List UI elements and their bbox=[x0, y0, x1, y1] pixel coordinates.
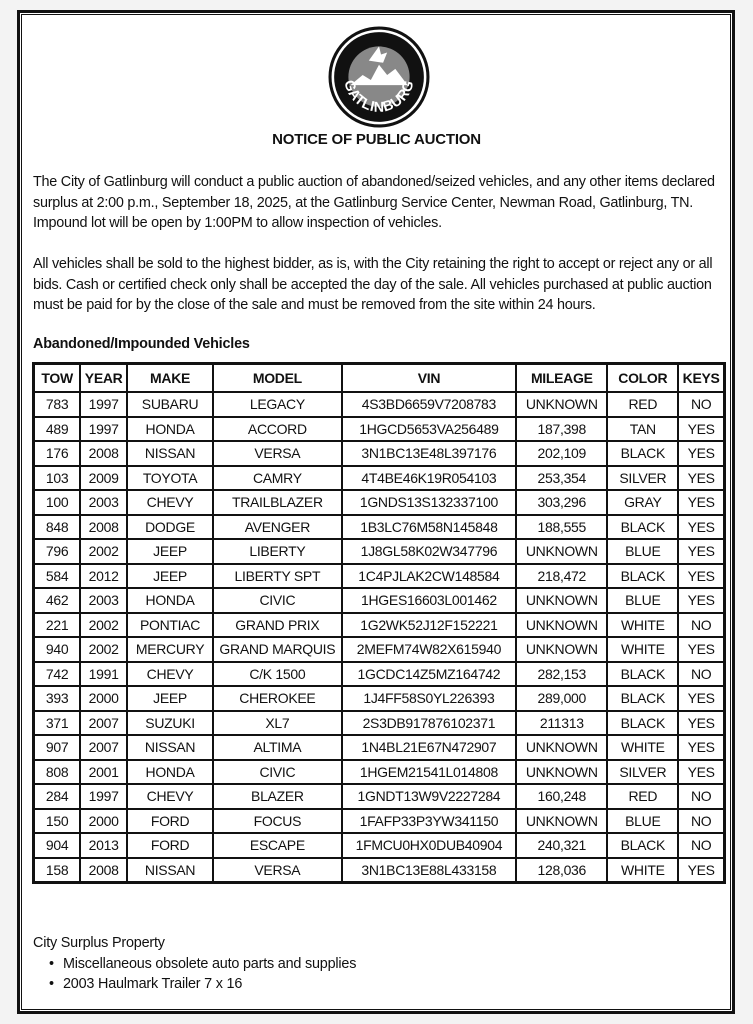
cell-tow: 176 bbox=[34, 441, 81, 466]
cell-vin: 2S3DB917876102371 bbox=[342, 711, 517, 736]
cell-mileage: UNKNOWN bbox=[516, 809, 607, 834]
cell-vin: 1B3LC76M58N145848 bbox=[342, 515, 517, 540]
cell-model: CAMRY bbox=[213, 466, 341, 491]
cell-mileage: UNKNOWN bbox=[516, 637, 607, 662]
cell-model: C/K 1500 bbox=[213, 662, 341, 687]
cell-vin: 4T4BE46K19R054103 bbox=[342, 466, 517, 491]
logo-wordmark: GATLINBURG bbox=[340, 78, 418, 116]
cell-mileage: 187,398 bbox=[516, 417, 607, 442]
cell-color: BLACK bbox=[607, 515, 678, 540]
cell-vin: 1FAFP33P3YW341150 bbox=[342, 809, 517, 834]
surplus-item-label: Miscellaneous obsolete auto parts and supplies bbox=[63, 955, 357, 972]
cell-year: 2003 bbox=[80, 588, 127, 613]
cell-keys: YES bbox=[678, 588, 724, 613]
table-row bbox=[34, 858, 725, 883]
cell-vin: 1HGEM21541L014808 bbox=[342, 760, 517, 785]
cell-year: 2003 bbox=[80, 490, 127, 515]
cell-make: FORD bbox=[127, 809, 213, 834]
cell-make: NISSAN bbox=[127, 858, 213, 883]
cell-year: 2009 bbox=[80, 466, 127, 491]
cell-color: BLACK bbox=[607, 662, 678, 687]
cell-vin: 3N1BC13E88L433158 bbox=[342, 858, 517, 883]
table-row bbox=[34, 784, 725, 809]
cell-mileage: 218,472 bbox=[516, 564, 607, 589]
table-row bbox=[34, 441, 725, 466]
table-row bbox=[34, 588, 725, 613]
cell-color: WHITE bbox=[607, 637, 678, 662]
cell-model: AVENGER bbox=[213, 515, 341, 540]
cell-year: 2007 bbox=[80, 735, 127, 760]
cell-vin: 2MEFM74W82X615940 bbox=[342, 637, 517, 662]
column-header-color: COLOR bbox=[607, 364, 678, 393]
cell-make: JEEP bbox=[127, 686, 213, 711]
cell-year: 2000 bbox=[80, 809, 127, 834]
cell-model: TRAILBLAZER bbox=[213, 490, 341, 515]
cell-tow: 462 bbox=[34, 588, 81, 613]
table-row bbox=[34, 392, 725, 417]
cell-color: WHITE bbox=[607, 735, 678, 760]
cell-year: 1997 bbox=[80, 392, 127, 417]
table-row bbox=[34, 686, 725, 711]
cell-tow: 848 bbox=[34, 515, 81, 540]
cell-color: BLACK bbox=[607, 564, 678, 589]
cell-make: JEEP bbox=[127, 539, 213, 564]
cell-vin: 4S3BD6659V7208783 bbox=[342, 392, 517, 417]
cell-model: GRAND MARQUIS bbox=[213, 637, 341, 662]
cell-mileage: UNKNOWN bbox=[516, 588, 607, 613]
cell-color: RED bbox=[607, 392, 678, 417]
cell-model: CHEROKEE bbox=[213, 686, 341, 711]
cell-color: WHITE bbox=[607, 858, 678, 883]
table-row bbox=[34, 662, 725, 687]
cell-mileage: 188,555 bbox=[516, 515, 607, 540]
cell-model: LIBERTY SPT bbox=[213, 564, 341, 589]
cell-tow: 158 bbox=[34, 858, 81, 883]
cell-color: TAN bbox=[607, 417, 678, 442]
notice-title: NOTICE OF PUBLIC AUCTION bbox=[272, 131, 481, 148]
cell-keys: YES bbox=[678, 858, 724, 883]
cell-mileage: 211313 bbox=[516, 711, 607, 736]
cell-mileage: 240,321 bbox=[516, 833, 607, 858]
cell-year: 2012 bbox=[80, 564, 127, 589]
cell-model: GRAND PRIX bbox=[213, 613, 341, 638]
cell-keys: YES bbox=[678, 490, 724, 515]
cell-tow: 783 bbox=[34, 392, 81, 417]
table-row bbox=[34, 809, 725, 834]
cell-tow: 940 bbox=[34, 637, 81, 662]
cell-keys: YES bbox=[678, 564, 724, 589]
cell-model: LEGACY bbox=[213, 392, 341, 417]
cell-tow: 371 bbox=[34, 711, 81, 736]
cell-tow: 489 bbox=[34, 417, 81, 442]
table-row bbox=[34, 760, 725, 785]
cell-make: TOYOTA bbox=[127, 466, 213, 491]
cell-year: 1997 bbox=[80, 417, 127, 442]
cell-model: FOCUS bbox=[213, 809, 341, 834]
cell-make: PONTIAC bbox=[127, 613, 213, 638]
cell-mileage: 289,000 bbox=[516, 686, 607, 711]
surplus-item-label: 2003 Haulmark Trailer 7 x 16 bbox=[63, 976, 243, 992]
cell-mileage: UNKNOWN bbox=[516, 613, 607, 638]
auction-intro-paragraph: The City of Gatlinburg will conduct a public auction of abandoned/seized vehicles, and any other items declared surplus at 2:00 p.m., September 18, 2025, at the Gatlinburg Service Center, Newman Road, Gatlinburg, TN. Impound lot will be open by 1:00PM to allow inspection of vehicles. bbox=[33, 174, 715, 231]
column-header-mileage: MILEAGE bbox=[516, 364, 607, 393]
column-header-make: MAKE bbox=[127, 364, 213, 393]
column-header-tow: TOW bbox=[34, 364, 81, 393]
cell-color: SILVER bbox=[607, 760, 678, 785]
cell-model: LIBERTY bbox=[213, 539, 341, 564]
cell-keys: YES bbox=[678, 711, 724, 736]
cell-year: 2002 bbox=[80, 613, 127, 638]
cell-year: 1991 bbox=[80, 662, 127, 687]
bullet-icon: • bbox=[49, 976, 54, 992]
cell-mileage: UNKNOWN bbox=[516, 539, 607, 564]
cell-keys: NO bbox=[678, 613, 724, 638]
cell-make: FORD bbox=[127, 833, 213, 858]
surplus-list bbox=[33, 954, 356, 995]
cell-mileage: 253,354 bbox=[516, 466, 607, 491]
cell-keys: NO bbox=[678, 784, 724, 809]
cell-model: CIVIC bbox=[213, 760, 341, 785]
cell-keys: YES bbox=[678, 466, 724, 491]
cell-tow: 808 bbox=[34, 760, 81, 785]
cell-keys: YES bbox=[678, 441, 724, 466]
cell-vin: 1HGCD5653VA256489 bbox=[342, 417, 517, 442]
column-header-vin: VIN bbox=[342, 364, 517, 393]
cell-vin: 3N1BC13E48L397176 bbox=[342, 441, 517, 466]
cell-model: ALTIMA bbox=[213, 735, 341, 760]
cell-vin: 1GNDT13W9V2227284 bbox=[342, 784, 517, 809]
cell-vin: 1GCDC14Z5MZ164742 bbox=[342, 662, 517, 687]
cell-tow: 284 bbox=[34, 784, 81, 809]
list-item bbox=[49, 974, 356, 995]
cell-model: BLAZER bbox=[213, 784, 341, 809]
cell-vin: 1G2WK52J12F152221 bbox=[342, 613, 517, 638]
cell-vin: 1N4BL21E67N472907 bbox=[342, 735, 517, 760]
cell-tow: 100 bbox=[34, 490, 81, 515]
cell-color: BLACK bbox=[607, 711, 678, 736]
cell-color: BLUE bbox=[607, 539, 678, 564]
table-row bbox=[34, 490, 725, 515]
cell-keys: NO bbox=[678, 809, 724, 834]
cell-mileage: UNKNOWN bbox=[516, 392, 607, 417]
cell-tow: 584 bbox=[34, 564, 81, 589]
cell-model: VERSA bbox=[213, 858, 341, 883]
cell-tow: 742 bbox=[34, 662, 81, 687]
cell-make: JEEP bbox=[127, 564, 213, 589]
column-header-model: MODEL bbox=[213, 364, 341, 393]
table-row bbox=[34, 735, 725, 760]
cell-keys: YES bbox=[678, 417, 724, 442]
cell-make: NISSAN bbox=[127, 735, 213, 760]
table-row bbox=[34, 539, 725, 564]
cell-mileage: 128,036 bbox=[516, 858, 607, 883]
cell-keys: NO bbox=[678, 392, 724, 417]
cell-make: SUZUKI bbox=[127, 711, 213, 736]
cell-mileage: UNKNOWN bbox=[516, 760, 607, 785]
cell-vin: 1GNDS13S132337100 bbox=[342, 490, 517, 515]
cell-year: 2013 bbox=[80, 833, 127, 858]
vehicles-heading: Abandoned/Impounded Vehicles bbox=[33, 336, 250, 352]
cell-keys: YES bbox=[678, 515, 724, 540]
cell-vin: 1HGES16603L001462 bbox=[342, 588, 517, 613]
list-item bbox=[49, 954, 357, 975]
cell-color: BLUE bbox=[607, 588, 678, 613]
bullet-icon: • bbox=[49, 955, 54, 972]
cell-keys: YES bbox=[678, 637, 724, 662]
cell-color: BLACK bbox=[607, 833, 678, 858]
cell-model: CIVIC bbox=[213, 588, 341, 613]
cell-model: XL7 bbox=[213, 711, 341, 736]
cell-year: 2002 bbox=[80, 539, 127, 564]
table-row bbox=[34, 637, 725, 662]
cell-color: WHITE bbox=[607, 613, 678, 638]
gatlinburg-logo bbox=[328, 26, 430, 128]
table-row bbox=[34, 466, 725, 491]
cell-vin: 1J4FF58S0YL226393 bbox=[342, 686, 517, 711]
cell-model: VERSA bbox=[213, 441, 341, 466]
cell-make: CHEVY bbox=[127, 662, 213, 687]
cell-tow: 150 bbox=[34, 809, 81, 834]
cell-keys: YES bbox=[678, 686, 724, 711]
cell-make: MERCURY bbox=[127, 637, 213, 662]
cell-make: CHEVY bbox=[127, 784, 213, 809]
cell-tow: 796 bbox=[34, 539, 81, 564]
cell-model: ACCORD bbox=[213, 417, 341, 442]
cell-tow: 393 bbox=[34, 686, 81, 711]
vehicles-table bbox=[32, 362, 726, 884]
cell-year: 2000 bbox=[80, 686, 127, 711]
cell-year: 2008 bbox=[80, 515, 127, 540]
table-row bbox=[34, 711, 725, 736]
cell-mileage: 202,109 bbox=[516, 441, 607, 466]
cell-vin: 1J8GL58K02W347796 bbox=[342, 539, 517, 564]
table-row bbox=[34, 515, 725, 540]
cell-year: 2001 bbox=[80, 760, 127, 785]
cell-keys: YES bbox=[678, 760, 724, 785]
cell-keys: YES bbox=[678, 539, 724, 564]
table-row bbox=[34, 417, 725, 442]
auction-terms-paragraph: All vehicles shall be sold to the highest bidder, as is, with the City retaining the right to accept or reject any or all bids. Cash or certified check only shall be accepted the day of the sale. All vehicles purchased at public auction must be paid for by the close of the sale and must be removed from the site within 24 hours. bbox=[33, 256, 713, 313]
cell-make: HONDA bbox=[127, 417, 213, 442]
column-header-year: YEAR bbox=[80, 364, 127, 393]
cell-year: 1997 bbox=[80, 784, 127, 809]
cell-mileage: UNKNOWN bbox=[516, 735, 607, 760]
cell-vin: 1FMCU0HX0DUB40904 bbox=[342, 833, 517, 858]
cell-tow: 221 bbox=[34, 613, 81, 638]
table-row bbox=[34, 564, 725, 589]
cell-keys: NO bbox=[678, 833, 724, 858]
cell-color: BLACK bbox=[607, 686, 678, 711]
cell-mileage: 160,248 bbox=[516, 784, 607, 809]
surplus-section bbox=[33, 933, 356, 995]
cell-year: 2008 bbox=[80, 858, 127, 883]
table-header-row bbox=[34, 364, 725, 393]
cell-make: NISSAN bbox=[127, 441, 213, 466]
cell-color: GRAY bbox=[607, 490, 678, 515]
table-row bbox=[34, 613, 725, 638]
cell-mileage: 303,296 bbox=[516, 490, 607, 515]
cell-color: BLACK bbox=[607, 441, 678, 466]
cell-make: CHEVY bbox=[127, 490, 213, 515]
cell-make: DODGE bbox=[127, 515, 213, 540]
cell-model: ESCAPE bbox=[213, 833, 341, 858]
cell-mileage: 282,153 bbox=[516, 662, 607, 687]
cell-make: HONDA bbox=[127, 760, 213, 785]
cell-year: 2007 bbox=[80, 711, 127, 736]
cell-color: BLUE bbox=[607, 809, 678, 834]
cell-year: 2002 bbox=[80, 637, 127, 662]
cell-make: HONDA bbox=[127, 588, 213, 613]
surplus-heading: City Surplus Property bbox=[33, 935, 165, 951]
cell-keys: YES bbox=[678, 735, 724, 760]
cell-tow: 907 bbox=[34, 735, 81, 760]
cell-color: RED bbox=[607, 784, 678, 809]
cell-color: SILVER bbox=[607, 466, 678, 491]
cell-tow: 904 bbox=[34, 833, 81, 858]
cell-vin: 1C4PJLAK2CW148584 bbox=[342, 564, 517, 589]
cell-year: 2008 bbox=[80, 441, 127, 466]
table-row bbox=[34, 833, 725, 858]
cell-make: SUBARU bbox=[127, 392, 213, 417]
cell-keys: NO bbox=[678, 662, 724, 687]
column-header-keys: KEYS bbox=[678, 364, 724, 393]
cell-tow: 103 bbox=[34, 466, 81, 491]
